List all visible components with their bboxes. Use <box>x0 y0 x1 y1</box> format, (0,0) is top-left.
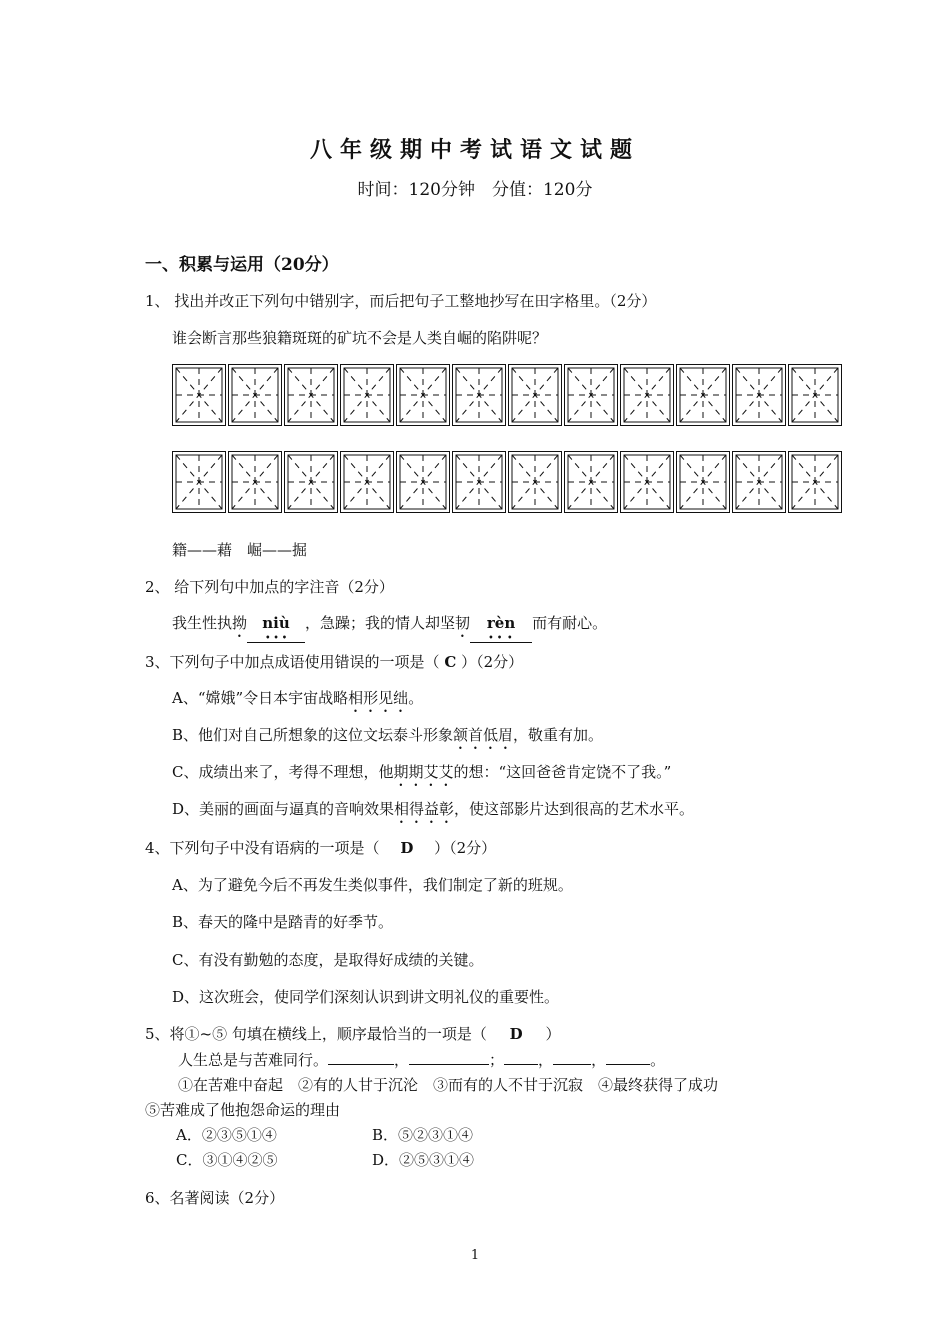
tianzige-row-2 <box>172 451 842 513</box>
q2-dotted-char-1: 拗 <box>232 614 248 632</box>
tianzige-cell <box>228 451 282 513</box>
q5-choice-b: B．⑤②③①④ <box>372 1126 474 1144</box>
q3-prompt-score: ）（2分） <box>461 653 524 671</box>
q5-choice-a: A．②③⑤①④ <box>176 1126 277 1144</box>
q5-blank-4 <box>553 1064 591 1065</box>
q2-pinyin-1: niù <box>262 614 290 632</box>
q2-text-part3: 而有耐心。 <box>532 614 608 632</box>
q2-text-part1: 我生性执 <box>172 614 233 632</box>
q3-option-d <box>172 798 694 827</box>
q4-option-b: B、春天的隆中是踏青的好季节。 <box>172 913 394 931</box>
question-4-prompt <box>145 837 496 858</box>
question-2-sentence <box>172 612 607 643</box>
q5-blank-5 <box>606 1064 650 1065</box>
tianzige-cell <box>284 451 338 513</box>
tianzige-cell <box>228 364 282 426</box>
tianzige-cell <box>396 451 450 513</box>
q4-answer: D <box>400 839 414 857</box>
q3-option-a-end: 。 <box>408 689 424 707</box>
q5-choice-d: D．②⑤③①④ <box>372 1151 475 1169</box>
q2-dotted-char-2: 韧 <box>455 614 471 632</box>
question-6-prompt: 6、名著阅读（2分） <box>145 1189 285 1207</box>
q2-pinyin-blank-2 <box>470 614 532 643</box>
q3-option-c-text: C、成绩出来了，考得不理想，他 <box>172 763 394 781</box>
tianzige-row-1 <box>172 364 842 426</box>
question-1-sentence: 谁会断言那些狼籍斑斑的矿坑不会是人类自崛的陷阱呢？ <box>172 329 548 347</box>
q5-blank-3 <box>504 1064 538 1065</box>
tianzige-cell <box>396 364 450 426</box>
q3-option-a-text: A、“嫦娥”令日本宇宙战略 <box>172 689 349 707</box>
q3-option-b <box>172 724 603 753</box>
q3-answer: C <box>444 653 457 671</box>
q3-option-b-end: ，敬重有加。 <box>513 726 604 744</box>
q5-items-line-1: ①在苦难中奋起 ②有的人甘于沉沦 ③而有的人不甘于沉寂 ④最终获得了成功 <box>178 1076 719 1094</box>
question-2-prompt: 2、 给下列句中加点的字注音（2分） <box>145 578 394 596</box>
tianzige-cell <box>564 364 618 426</box>
q2-text-part2: ，急躁；我的情人却坚 <box>305 614 456 632</box>
q3-option-c-end: 的想：“这回爸爸肯定饶不了我。” <box>453 763 672 781</box>
q3-prompt-text: 3、下列句子中加点成语使用错误的一项是（ <box>145 653 440 671</box>
exam-info: 时间：120分钟 分值：120分 <box>357 180 593 200</box>
q3-option-c-idiom: 期期艾艾 <box>393 763 454 781</box>
question-3-prompt <box>145 651 523 672</box>
page-title: 八年级期中考试语文试题 <box>309 137 640 163</box>
tianzige-cell <box>508 364 562 426</box>
tianzige-cell <box>508 451 562 513</box>
q5-choice-c: C．③①④②⑤ <box>176 1151 278 1169</box>
tianzige-cell <box>564 451 618 513</box>
tianzige-cell <box>340 451 394 513</box>
q3-option-d-idiom: 相得益彰 <box>394 800 455 818</box>
q4-option-d: D、这次班会，使同学们深刻认识到讲文明礼仪的重要性。 <box>172 988 560 1006</box>
q3-option-a-idiom: 相形见绌 <box>348 689 409 707</box>
tianzige-cell <box>452 451 506 513</box>
q4-option-a: A、为了避免今后不再发生类似事件，我们制定了新的班规。 <box>172 876 573 894</box>
tianzige-cell <box>732 364 786 426</box>
question-1-prompt: 1、 找出并改正下列句中错别字，而后把句子工整地抄写在田字格里。（2分） <box>145 292 657 310</box>
q4-option-c: C、有没有勤勉的态度，是取得好成绩的关键。 <box>172 951 484 969</box>
q4-prompt-text: 4、下列句子中没有语病的一项是（ <box>145 839 380 857</box>
tianzige-cell <box>620 364 674 426</box>
tianzige-cell <box>788 451 842 513</box>
question-5-prompt <box>145 1023 560 1044</box>
page-number: 1 <box>470 1248 480 1263</box>
tianzige-cell <box>788 364 842 426</box>
q2-pinyin-blank-1 <box>247 614 305 643</box>
tianzige-cell <box>340 364 394 426</box>
tianzige-cell <box>676 364 730 426</box>
q3-option-a <box>172 687 423 716</box>
section-heading: 一、积累与运用（20分） <box>145 255 339 275</box>
q3-option-b-text: B、他们对自己所想象的这位文坛泰斗形象 <box>172 726 454 744</box>
q3-option-c <box>172 761 671 790</box>
tianzige-cell <box>452 364 506 426</box>
q5-blank-2 <box>409 1064 489 1065</box>
q5-lead-sentence: 人生总是与苦难同行。 ， ； ， ， 。 <box>178 1051 666 1069</box>
tianzige-cell <box>732 451 786 513</box>
q3-option-d-end: ，使这部影片达到很高的艺术水平。 <box>454 800 695 818</box>
q3-option-b-idiom: 颔首低眉 <box>453 726 514 744</box>
q2-pinyin-2: rèn <box>486 614 516 632</box>
q3-option-d-text: D、美丽的画面与逼真的音响效果 <box>172 800 395 818</box>
q5-lead-text: 人生总是与苦难同行。 <box>178 1051 329 1069</box>
tianzige-cell <box>172 364 226 426</box>
tianzige-cell <box>676 451 730 513</box>
q5-prompt-text: 5、将①~⑤ 句填在横线上，顺序最恰当的一项是（ <box>145 1025 487 1043</box>
tianzige-cell <box>284 364 338 426</box>
q5-items-line-2: ⑤苦难成了他抱怨命运的理由 <box>145 1101 341 1119</box>
tianzige-cell <box>620 451 674 513</box>
q5-blank-1 <box>328 1064 394 1065</box>
q5-prompt-end: ） <box>545 1025 561 1043</box>
q5-answer: D <box>509 1025 523 1043</box>
tianzige-cell <box>172 451 226 513</box>
q4-prompt-score: ）（2分） <box>434 839 497 857</box>
question-1-answer: 籍——藉 崛——掘 <box>172 541 308 559</box>
